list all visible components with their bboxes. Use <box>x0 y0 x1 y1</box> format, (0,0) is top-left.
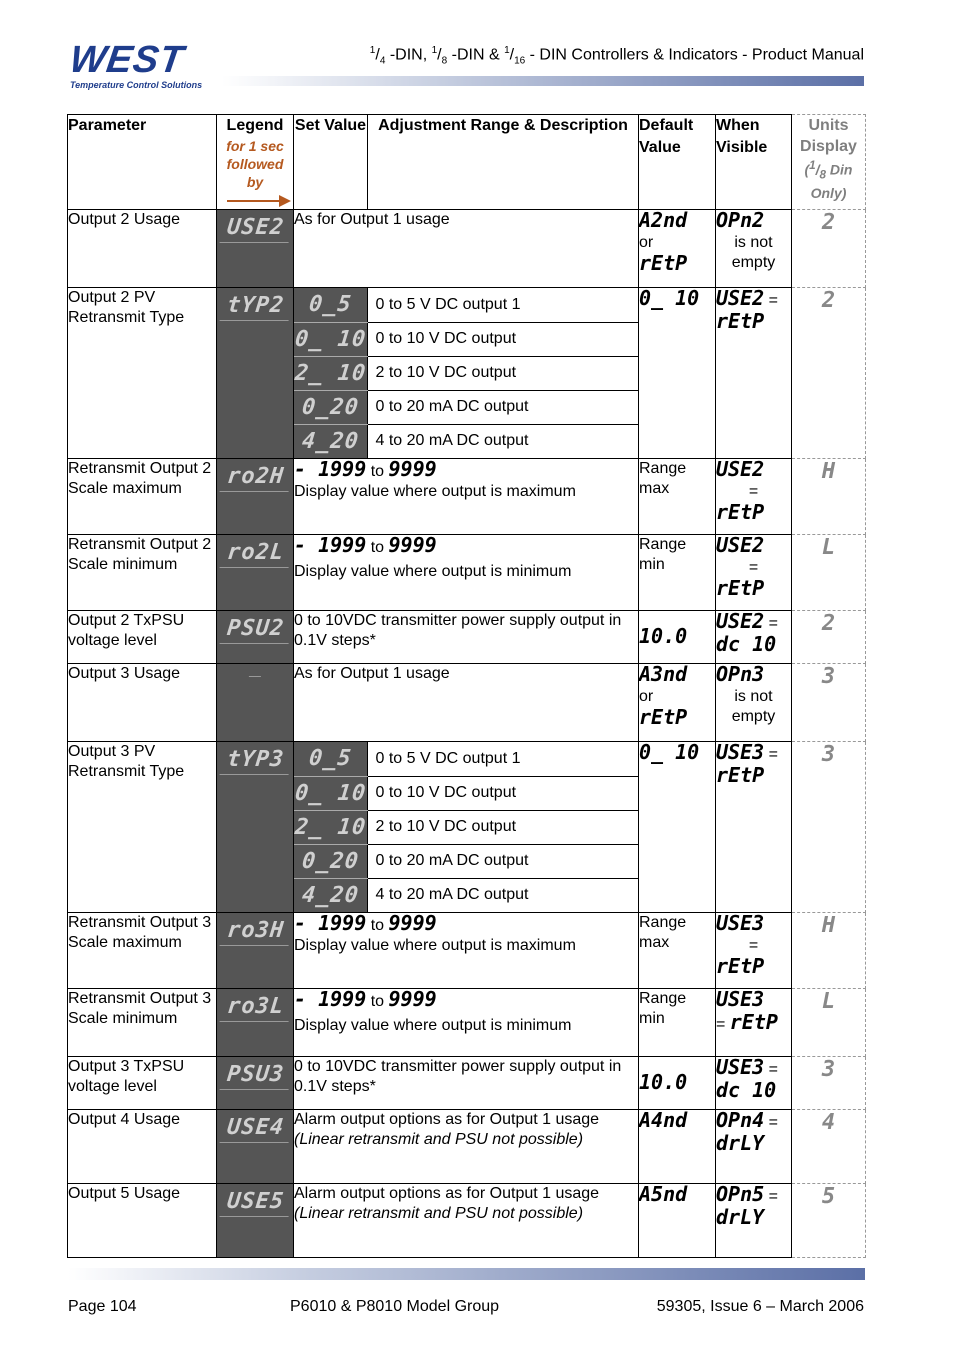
list-item: 2_ 10 2 to 10 V DC output <box>294 356 638 390</box>
list-item: 0_20 0 to 20 mA DC output <box>294 844 638 878</box>
description: - 1999 to 9999 Display value where output is maximum <box>294 459 639 535</box>
when-visible: OPn4 = drLY <box>716 1110 792 1184</box>
units-value: 2 <box>792 288 866 459</box>
default-value: A3nd or rEtP <box>639 664 716 742</box>
when-visible: OPn5 = drLY <box>716 1184 792 1258</box>
when-visible: OPn3 is not empty <box>716 664 792 742</box>
units-value: H <box>792 459 866 535</box>
units-value: L <box>792 535 866 611</box>
legend-cell <box>217 1184 294 1258</box>
param-name: Retransmit Output 2 Scale minimum <box>68 535 217 611</box>
param-name: Output 3 TxPSU voltage level <box>68 1057 217 1110</box>
legend-cell <box>217 611 294 664</box>
description: 0 to 10VDC transmitter power supply output in 0.1V steps* <box>294 1057 639 1110</box>
when-visible: USE2 = dc 10 <box>716 611 792 664</box>
legend-cell <box>217 742 294 913</box>
when-visible: USE2 = rEtP <box>716 459 792 535</box>
legend-code: PSU2 <box>219 616 291 644</box>
table-row <box>68 611 866 664</box>
legend-cell <box>217 664 294 742</box>
when-visible: USE3 = rEtP <box>716 989 792 1057</box>
units-value: 5 <box>792 1184 866 1258</box>
legend-code: USE4 <box>219 1115 291 1143</box>
description: 0 to 10VDC transmitter power supply output in 0.1V steps* <box>294 611 639 664</box>
logo-word: WEST <box>67 39 187 81</box>
units-value: 3 <box>792 1057 866 1110</box>
param-name: Retransmit Output 3 Scale maximum <box>68 913 217 989</box>
model-group: P6010 & P8010 Model Group <box>290 1298 500 1315</box>
default-value: A2nd or rEtP <box>639 210 716 288</box>
param-name: Output 3 PV Retransmit Type <box>68 742 217 913</box>
units-value: 3 <box>792 742 866 913</box>
param-name: Output 4 Usage <box>68 1110 217 1184</box>
legend-code: ro2H <box>219 464 291 492</box>
list-item: 0_5 0 to 5 V DC output 1 <box>294 288 638 322</box>
default-value: Range max <box>639 459 716 535</box>
table-row <box>68 913 866 989</box>
description: - 1999 to 9999 Display value where output is minimum <box>294 535 639 611</box>
list-item: 0_20 0 to 20 mA DC output <box>294 390 638 424</box>
col-set-value: Set Value <box>294 115 368 210</box>
description: As for Output 1 usage <box>294 664 639 742</box>
default-value: 10.0 <box>639 1057 716 1110</box>
legend-code: USE2 <box>219 215 291 243</box>
legend-code: tYP3 <box>219 747 291 775</box>
parameter-table <box>67 114 866 1258</box>
col-default: Default Value <box>639 115 716 210</box>
table-row <box>68 989 866 1057</box>
issue-info: 59305, Issue 6 – March 2006 <box>656 1298 864 1315</box>
description: - 1999 to 9999 Display value where output is maximum <box>294 913 639 989</box>
table-row <box>68 288 866 459</box>
options-list <box>294 742 638 912</box>
legend-code: tYP2 <box>219 293 291 321</box>
default-value: Range max <box>639 913 716 989</box>
description: - 1999 to 9999 Display value where output is minimum <box>294 989 639 1057</box>
description: As for Output 1 usage <box>294 210 639 288</box>
param-name: Retransmit Output 3 Scale minimum <box>68 989 217 1057</box>
units-value: H <box>792 913 866 989</box>
options-cell <box>294 742 639 913</box>
list-item: 0_ 10 0 to 10 V DC output <box>294 776 638 810</box>
param-name: Output 2 PV Retransmit Type <box>68 288 217 459</box>
description: Alarm output options as for Output 1 usage (Linear retransmit and PSU not possible) <box>294 1110 639 1184</box>
legend-cell <box>217 913 294 989</box>
when-visible: USE3 = dc 10 <box>716 1057 792 1110</box>
legend-cell <box>217 989 294 1057</box>
table-row <box>68 1057 866 1110</box>
when-visible: OPn2 is not empty <box>716 210 792 288</box>
param-name: Retransmit Output 2 Scale maximum <box>68 459 217 535</box>
table-header-row <box>68 115 866 210</box>
default-value: A5nd <box>639 1184 716 1258</box>
col-legend: Legend for 1 sec followed by <box>217 115 294 210</box>
units-value: L <box>792 989 866 1057</box>
when-visible: USE3 = rEtP <box>716 742 792 913</box>
table-row <box>68 210 866 288</box>
param-name: Output 5 Usage <box>68 1184 217 1258</box>
description: Alarm output options as for Output 1 usage (Linear retransmit and PSU not possible) <box>294 1184 639 1258</box>
units-value: 2 <box>792 210 866 288</box>
legend-cell <box>217 1110 294 1184</box>
west-logo <box>67 39 225 92</box>
default-value: A4nd <box>639 1110 716 1184</box>
default-value: 0_ 10 <box>639 742 716 913</box>
col-parameter: Parameter <box>68 115 217 210</box>
units-value: 4 <box>792 1110 866 1184</box>
table-row <box>68 664 866 742</box>
list-item: 0_ 10 0 to 10 V DC output <box>294 322 638 356</box>
default-value: Range min <box>639 989 716 1057</box>
col-units: Units Display ($^1/_8$ Din Only) <box>792 115 866 210</box>
table-row <box>68 1110 866 1184</box>
legend-cell <box>217 210 294 288</box>
options-list <box>294 288 638 458</box>
units-value: 2 <box>792 611 866 664</box>
legend-code: ro3H <box>219 918 291 946</box>
col-adjustment: Adjustment Range & Description <box>368 115 639 210</box>
legend-cell <box>217 459 294 535</box>
legend-code: ro3L <box>219 994 291 1022</box>
list-item: 2_ 10 2 to 10 V DC output <box>294 810 638 844</box>
param-name: Output 2 Usage <box>68 210 217 288</box>
legend-code: USE5 <box>219 1189 291 1217</box>
when-visible: USE3 = rEtP <box>716 913 792 989</box>
legend-code: PSU3 <box>219 1062 291 1090</box>
param-name: Output 2 TxPSU voltage level <box>68 611 217 664</box>
when-visible: USE2 = rEtP <box>716 288 792 459</box>
manual-title: $^1/_4$ -DIN, $^1/_8$ -DIN & $^1/_{16}$ - DIN Controllers & Indicators - Product Manual <box>369 45 864 67</box>
param-name: Output 3 Usage <box>68 664 217 742</box>
list-item: 0_5 0 to 5 V DC output 1 <box>294 742 638 776</box>
when-visible: USE2 = rEtP <box>716 535 792 611</box>
col-when-visible: When Visible <box>716 115 792 210</box>
table-row <box>68 1184 866 1258</box>
default-value: 10.0 <box>639 611 716 664</box>
footer-rule <box>68 1268 865 1280</box>
header-rule <box>222 76 864 86</box>
units-value: 3 <box>792 664 866 742</box>
logo-subtitle: Temperature Control Solutions <box>70 80 203 90</box>
arrow-icon <box>227 200 289 202</box>
list-item: 4_20 4 to 20 mA DC output <box>294 424 638 458</box>
legend-cell <box>217 288 294 459</box>
legend-code: ro2L <box>219 540 291 568</box>
legend-cell <box>217 1057 294 1110</box>
page-number: Page 104 <box>68 1298 137 1315</box>
default-value: Range min <box>639 535 716 611</box>
table-row <box>68 459 866 535</box>
legend-cell <box>217 535 294 611</box>
list-item: 4_20 4 to 20 mA DC output <box>294 878 638 912</box>
default-value: 0_ 10 <box>639 288 716 459</box>
options-cell <box>294 288 639 459</box>
table-row <box>68 742 866 913</box>
table-row <box>68 535 866 611</box>
